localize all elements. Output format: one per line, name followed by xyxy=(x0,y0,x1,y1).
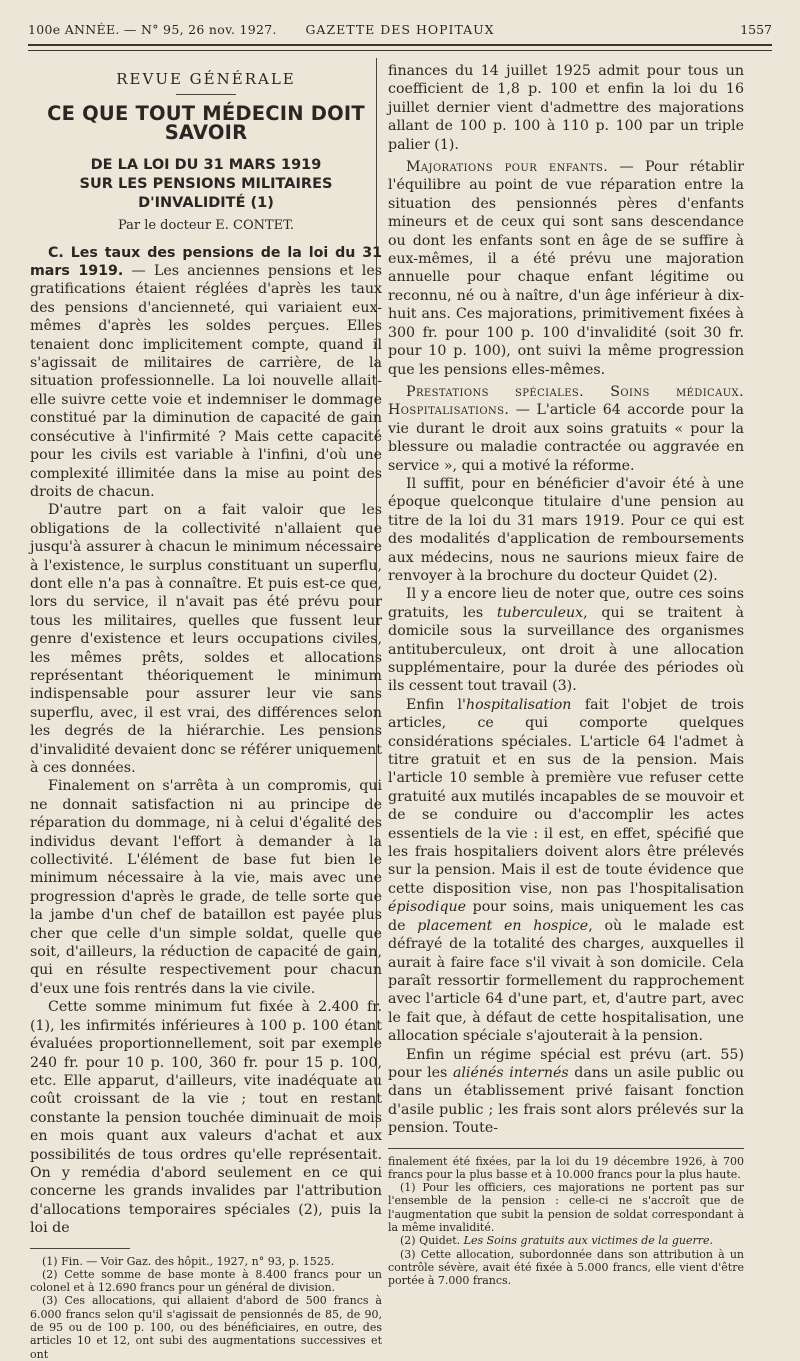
paragraph: Finalement on s'arrêta à un compromis, qui ne donnait satisfaction ni au principe de réparation du dommage, ni à celui d'égalité des individus devant l'effort à demander à la collectivité. L'élément de base fut bien le minimum nécessaire à la vie, mais avec une progression d'après le grade, de telle sorte que la jambe d'un chef de bataillon est payée plus cher que celle d'un simple soldat, quelle que soit, d'ailleurs, la réduction de capacité de gain, qui en résulte respectivement pour chacun d'eux une fois rentrés dans la vie civile. xyxy=(30,778,382,997)
footnote: (3) Ces allocations, qui allaient d'abord de 500 francs à 6.000 francs selon qu'il s'agissait de pensionnés de 85, de 90, de 95 ou de 100 p. 100, ou des bénéficiaires, en outre, des articles 10 et 12, ont subi des augmentations successives et ont xyxy=(30,1294,382,1361)
paragraph: D'autre part on a fait valoir que les obligations de la collectivité n'allaient que jusqu'à assurer à chacun le minimum nécessaire à l'existence, le surplus constituant un superflu, dont elle n'a pas à connaître. Et puis est-ce que, lors du service, il n'avait pas été prévu pour tous les militaires, quelles que fussent leur genre d'existence et leurs occupations civiles, les mêmes prêts, soldes et allocations représentant théoriquement le minimum indispensable pour assurer leur vie sans superflu, avec, il est vrai, des différences selon les degrés de la hiérarchie. Les pensions d'invalidité devaient donc se référer uniquement à ces données. xyxy=(30,502,382,776)
paragraph: finances du 14 juillet 1925 admit pour tous un coefficient de 1,8 p. 100 et enfin la loi du 16 juillet dernier vient d'admettre des majorations allant de 100 p. 100 à 110 p. 100 par un triple palier (1). xyxy=(388,63,744,153)
header-rule-thin xyxy=(28,50,772,51)
footnote: (1) Fin. — Voir Gaz. des hôpit., 1927, n° 93, p. 1525. xyxy=(42,1254,335,1268)
section-heading: Prestations spéciales. Soins médicaux. Hospitalisations. xyxy=(388,383,744,419)
left-column xyxy=(30,62,382,1361)
article-subtitle-2: SUR LES PENSIONS MILITAIRES D'INVALIDITÉ (1) xyxy=(79,176,333,212)
paragraph: Cette somme minimum fut fixée à 2.400 fr. (1), les infirmités inférieures à 100 p. 100 étant évaluées proportionnellement, soit par exemple 240 fr. pour 10 p. 100, 360 fr. pour 15 p. 100, etc. Elle apparut, d'ailleurs, vite inadéquate au coût croissant de la vie ; tout en restant constante la pension touchée diminuait de mois en mois quant aux valeurs d'achat et aux possibilités de tous ordres qu'elle représentait. On y remédia d'abord seulement en ce qui concerne les grands invalides par l'attribution d'allocations temporaires spéciales (2), puis la loi de xyxy=(30,999,382,1237)
article-title: CE QUE TOUT MÉDECIN DOIT SAVOIR xyxy=(47,102,365,144)
rubric-rule xyxy=(176,94,236,95)
footnote: (1) Pour les officiers, ces majorations ne portent pas sur l'ensemble de la pension : celle-ci ne s'accroît que de l'augmentation que subit la pension de soldat correspondant à la même invalidité. xyxy=(388,1181,744,1235)
article-subtitle-1: DE LA LOI DU 31 MARS 1919 xyxy=(90,157,322,174)
paragraph: Prestations spéciales. Soins médicaux. Hospitalisations. — L'article 64 accorde pour la vie durant le droit aux soins gratuits « pour la blessure ou maladie contractée ou aggravée en service », qui a motivé la réforme. xyxy=(388,383,744,474)
right-column xyxy=(388,62,744,1288)
rubric: REVUE GÉNÉRALE xyxy=(116,70,296,88)
footnote: (2) Cette somme de base monte à 8.400 francs pour un colonel et à 12.690 francs pour un général de division. xyxy=(30,1267,382,1295)
page-number: 1557 xyxy=(740,22,772,37)
paragraph: C. Les taux des pensions de la loi du 31 mars 1919. — Les anciennes pensions et les gratifications étaient réglées d'après les taux des pensions d'ancienneté, qui variaient eux-mêmes d'après les soldes perçues. Elles tenaient donc implicitement compte, quand il s'agissait de militaires de carrière, de la situation professionnelle. La loi nouvelle allait-elle suivre cette voie et indemniser le dommage constitué par la diminution de capacité de gain consécutive à l'infirmité ? Mais cette capacité pour les civils est variable à l'infini, d'où une complexité illimitée dans la mise au point des droits de chacun. xyxy=(30,244,383,500)
paragraph: Enfin l'hospitalisation fait l'objet de trois articles, ce qui comporte quelques considérations spéciales. L'article 64 l'admet à titre gratuit et en sus de la pension. Mais l'article 10 semble à première vue refuser cette gratuité aux mutilés incapables de se mouvoir et de se conduire ou d'accomplir les actes essentiels de la vie : il est, en effet, spécifié que les frais hospitaliers doivent alors être prélevés sur la pension. Mais il est de toute évidence que cette disposition vise, non pas l'hospitalisation épisodique pour soins, mais uniquement les cas de placement en hospice, où le malade est défrayé de la totalité des charges, auxquelles il aurait à faire face s'il vivait à son domicile. Cela paraît ressortir formellement du rapprochement avec l'article 64 d'une part, et, d'autre part, avec le fait que, à défaut de cette hospitalisation, une allocation spéciale s'ajouterait à la pension. xyxy=(388,696,744,1045)
footnote-rule xyxy=(388,1148,744,1149)
paragraph: Il suffit, pour en bénéficier d'avoir été à une époque quelconque titulaire d'une pension au titre de la loi du 31 mars 1919. Pour ce qui est des modalités d'application de remboursements aux médecins, nous ne saurions mieux faire de renvoyer à la brochure du docteur Quidet (2). xyxy=(388,475,744,584)
author-line: Par le docteur E. CONTET. xyxy=(117,218,295,234)
header-rule xyxy=(28,44,772,46)
footnote: finalement été fixées, par la loi du 19 décembre 1926, à 700 francs pour la plus basse et à 10.000 francs pour la plus haute. xyxy=(388,1154,744,1181)
journal-title: GAZETTE DES HOPITAUX xyxy=(305,22,495,37)
paragraph: Majorations pour enfants. — Pour rétablir l'équilibre au point de vue réparation entre la situation des pensionnés pères d'enfants mineurs et de ceux qui sont sans descendance ou dont les enfants sont en âge de se suffire à eux-mêmes, il a été prévu une majoration annuelle pour chaque enfant légitime ou reconnu, né ou à naître, d'un âge inférieur à dix-huit ans. Ces majorations, primitivement fixées à 300 fr. pour 100 p. 100 d'invalidité (soit 30 fr. pour 10 p. 100), ont suivi la même progression que les pensions elles-mêmes. xyxy=(388,159,744,378)
issue-info: 100e ANNÉE. — N° 95, 26 nov. 1927. xyxy=(28,22,277,37)
section-heading: Majorations pour enfants. xyxy=(406,159,609,176)
footnote: (3) Cette allocation, subordonnée dans son attribution à un contrôle sévère, avait été fixée à 5.000 francs, elle vient d'être portée à 7.000 francs. xyxy=(388,1247,744,1288)
paragraph: Il y a encore lieu de noter que, outre ces soins gratuits, les tuberculeux, qui se traitent à domicile sous la surveillance des organismes antituberculeux, ont droit à une allocation supplémentaire, pour la durée des périodes où ils cessent tout travail (3). xyxy=(388,586,744,695)
section-heading: C. Les taux des pensions de la loi du 31 mars 1919. xyxy=(30,244,382,280)
paragraph: Enfin un régime spécial est prévu (art. 55) pour les aliénés internés dans un asile public ou dans un établissement privé faisant fonction d'asile public ; les frais sont alors prélevés sur la pension. Toute- xyxy=(388,1046,745,1137)
page-header xyxy=(28,22,772,42)
footnote: (2) Quidet. Les Soins gratuits aux victimes de la guerre. xyxy=(400,1234,714,1248)
footnote-rule xyxy=(30,1248,130,1249)
